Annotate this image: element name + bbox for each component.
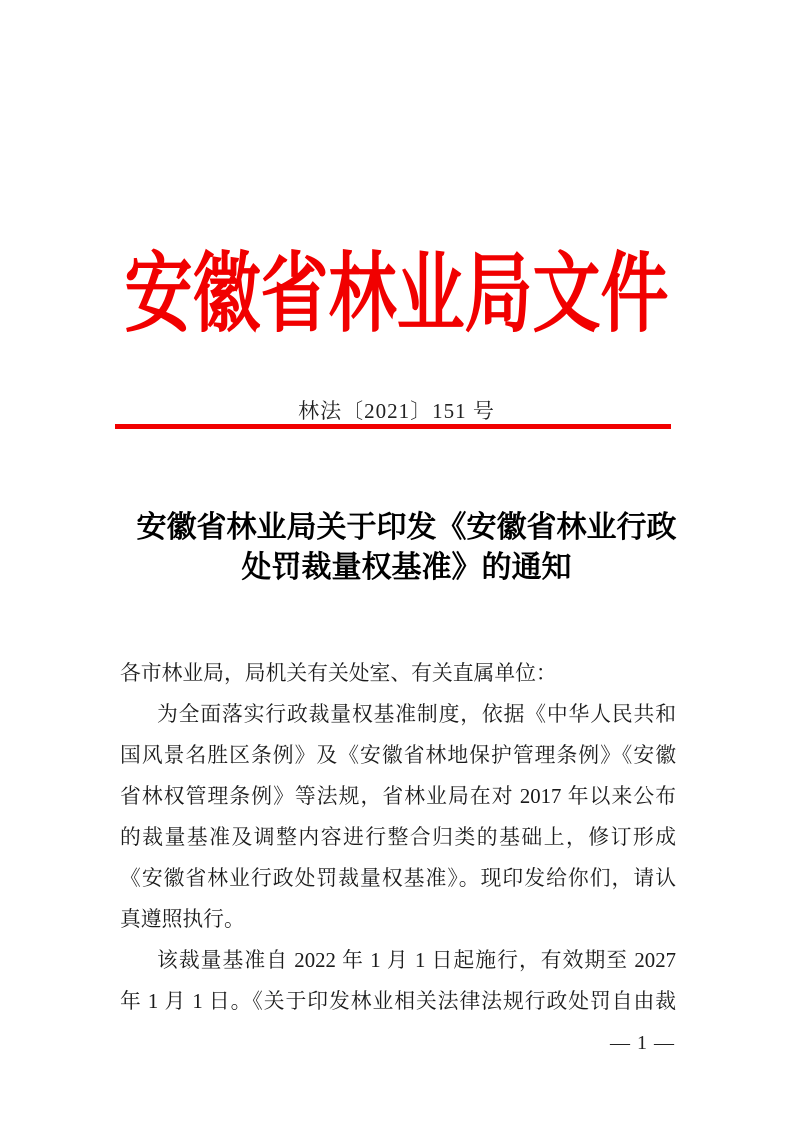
body-line: 为全面落实行政裁量权基准制度，依据《中华人民共和 — [157, 703, 676, 726]
agency-header-text: 安徽省林业局文件 — [124, 245, 669, 343]
body-line: 省林权管理条例》等法规，省林业局在对 2017 年以来公布 — [120, 785, 676, 808]
body-line: 的裁量基准及调整内容进行整合归类的基础上，修订形成 — [120, 826, 676, 849]
red-divider — [115, 424, 671, 429]
notice-title — [70, 508, 743, 588]
body-line: 该裁量基准自 2022 年 1 月 1 日起施行，有效期至 2027 — [157, 949, 676, 972]
page-number: — 1 — — [610, 1032, 675, 1054]
body-line: 真遵照执行。 — [120, 908, 245, 931]
body-line: 年 1 月 1 日。《关于印发林业相关法律法规行政处罚自由裁 — [120, 990, 676, 1013]
notice-title-line1: 安徽省林业局关于印发《安徽省林业行政 — [136, 511, 677, 544]
agency-header — [0, 245, 793, 343]
body-line-salutation: 各市林业局，局机关有关处室、有关直属单位： — [120, 662, 557, 685]
doc-number: 林法〔2021〕151 号 — [298, 399, 495, 423]
notice-title-line2: 处罚裁量权基准》的通知 — [241, 551, 572, 584]
body-line: 《安徽省林业行政处罚裁量权基准》。现印发给你们，请认 — [120, 867, 676, 890]
document-body — [120, 653, 676, 1022]
body-line: 国风景名胜区条例》及《安徽省林地保护管理条例》《安徽 — [120, 744, 676, 767]
